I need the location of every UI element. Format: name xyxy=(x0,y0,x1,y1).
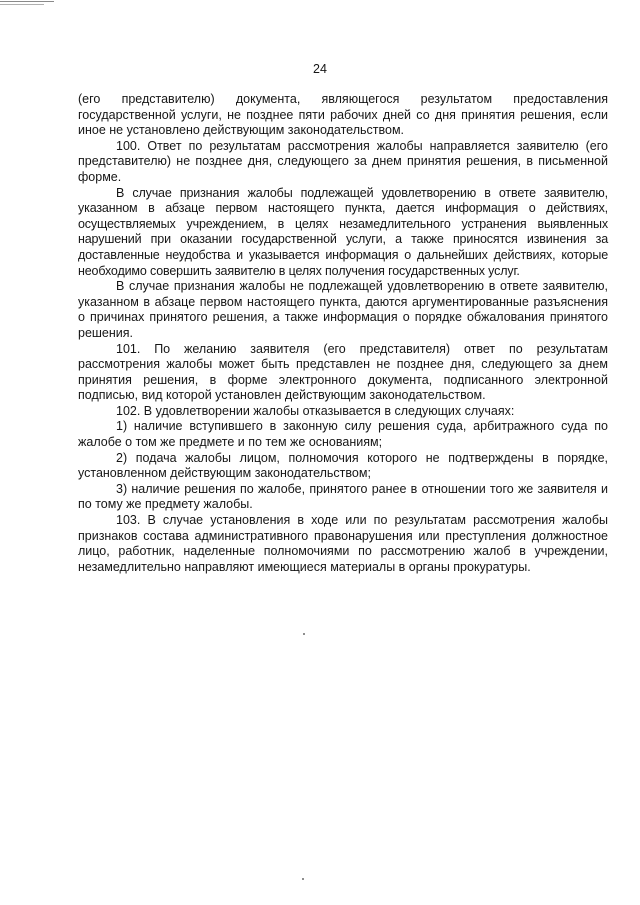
scan-line xyxy=(0,4,44,5)
paragraph-complaint-satisfied: В случае признания жалобы подлежащей удовлетворению в ответе заявителю, указанном в абзаце первом настоящего пункта, дается информация о действиях, осуществляемых учреждением, в целях незамедлительного устранения выявленных нарушений при оказании государственной услуги, а также приносятся извинения за доставленные неудобства и указывается информация о дальнейших действиях, которые необходимо совершить заявителю в целях получения государственных услуг. xyxy=(78,185,608,278)
paragraph-item-103: 103. В случае установления в ходе или по результатам рассмотрения жалобы признаков состава административного правонарушения или преступления должностное лицо, работник, наделенные полномочиями по рассмотрению жалоб в учреждении, незамедлительно направляют имеющиеся материалы в органы прокуратуры. xyxy=(78,513,608,574)
paragraph-item-101: 101. По желанию заявителя (его представителя) ответ по результатам рассмотрения жалобы может быть представлен не позднее дня, следующего за днем принятия решения, в форме электронного документа, подписанного электронной подписью, вид которой установлен действующим законодательством. xyxy=(78,341,608,403)
paragraph-item-102-case-3: 3) наличие решения по жалобе, принятого ранее в отношении того же заявителя и по тому же предмету жалобы. xyxy=(78,481,608,512)
paragraph-item-102-case-1: 1) наличие вступившего в законную силу решения суда, арбитражного суда по жалобе о том же предмете и по тем же основаниям; xyxy=(78,419,608,450)
scan-speck xyxy=(303,633,305,635)
paragraph-complaint-rejected: В случае признания жалобы не подлежащей удовлетворению в ответе заявителю, указанном в абзаце первом настоящего пункта, даются аргументированные разъяснения о причинах принятого решения, а также информация о порядке обжалования принятого решения. xyxy=(78,279,608,340)
paragraph-item-102-case-2: 2) подача жалобы лицом, полномочия которого не подтверждены в порядке, установленном действующим законодательством; xyxy=(78,450,608,481)
scan-line xyxy=(0,1,54,2)
paragraph-continuation: (его представителю) документа, являющегося результатом предоставления государственной услуги, не позднее пяти рабочих дней со дня принятия решения, если иное не установлено действующим законодательством. xyxy=(78,92,608,138)
paragraph-item-100: 100. Ответ по результатам рассмотрения жалобы направляется заявителю (его представителю) не позднее дня, следующего за днем принятия решения, в письменной форме. xyxy=(78,138,608,184)
page-number: 24 xyxy=(313,62,327,76)
scan-corner-lines xyxy=(0,0,56,6)
document-body xyxy=(78,92,608,575)
paragraph-item-102: 102. В удовлетворении жалобы отказывается в следующих случаях: xyxy=(116,403,515,418)
scan-speck xyxy=(302,878,304,880)
